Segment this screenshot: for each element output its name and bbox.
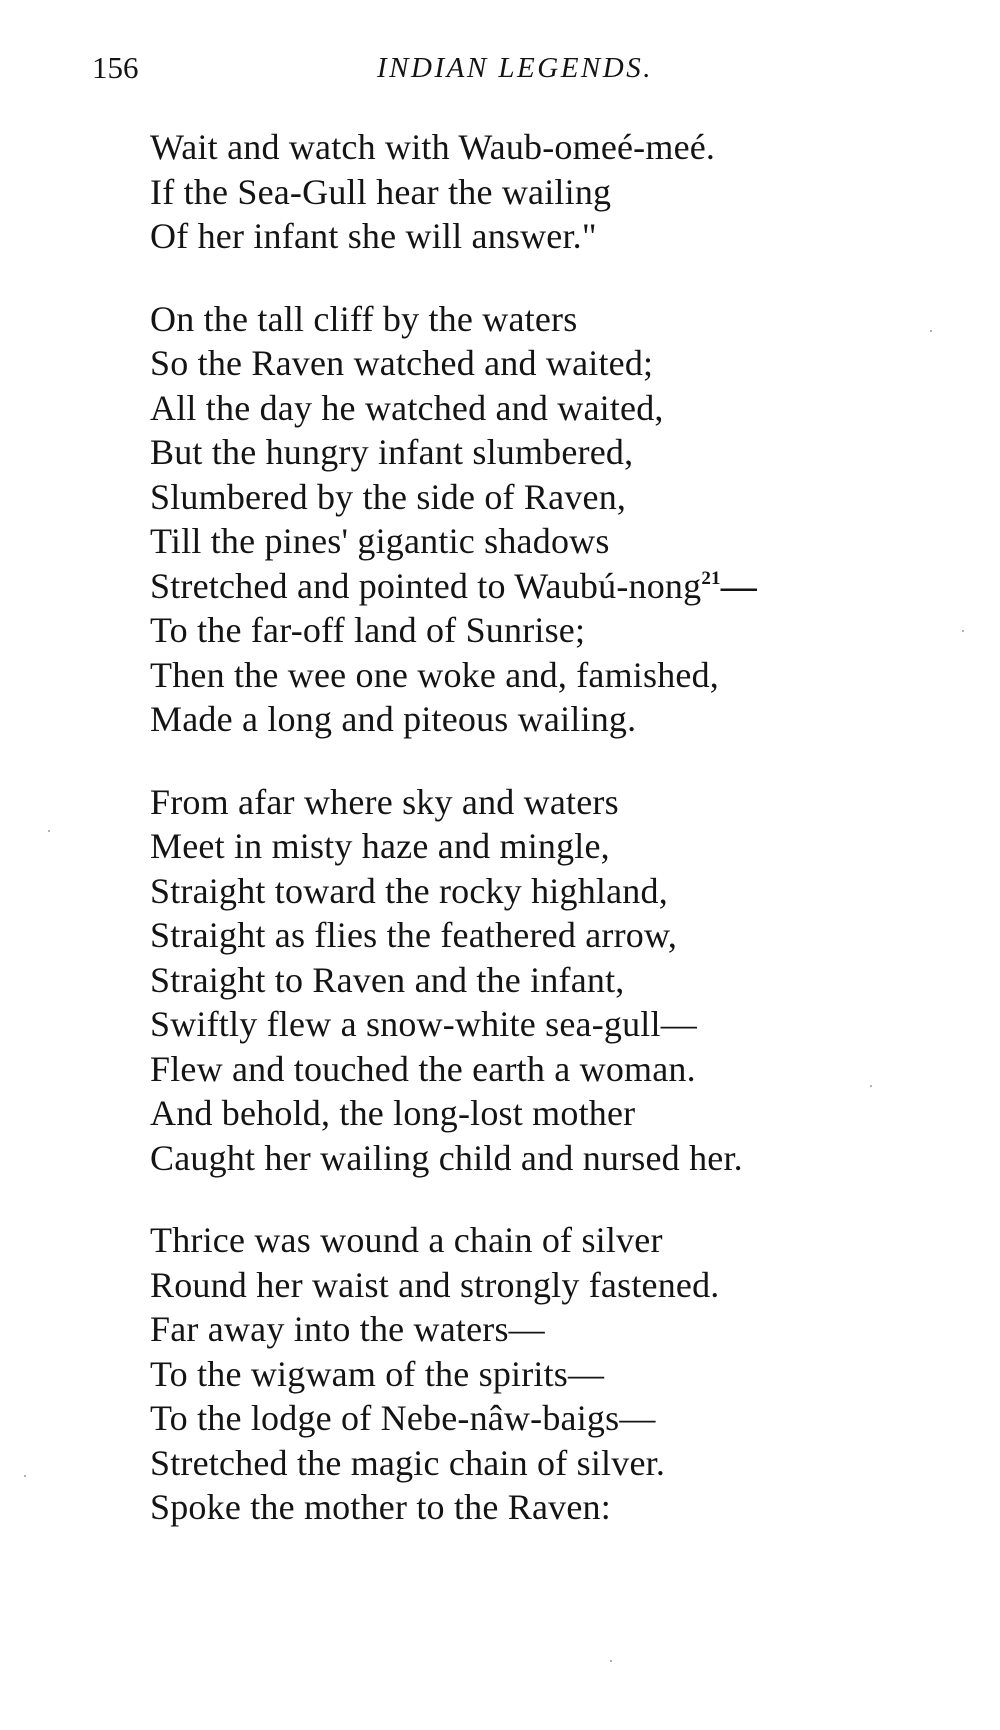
poem-line: From afar where sky and waters	[150, 781, 619, 822]
poem-line: But the hungry infant slumbered,	[150, 432, 634, 472]
poem-line: To the wigwam of the spirits—	[150, 1353, 605, 1394]
poem-line: Round her waist and strongly fastened.	[150, 1264, 720, 1305]
poem-line-text: Stretched and pointed to Waubú-nong	[150, 565, 702, 606]
poem-line: To the far-off land of Sunrise;	[150, 610, 586, 650]
poem-line: Stretched the magic chain of silver.	[150, 1442, 666, 1483]
poem-line-with-footnote	[150, 564, 930, 609]
poem-line: Wait and watch with Waub-omeé-meé.	[150, 127, 716, 167]
footnote-marker: 21	[701, 567, 721, 589]
poem-line: Far away into the waters—	[150, 1309, 545, 1349]
paper-speck	[930, 330, 932, 332]
poem-line: Caught her wailing child and nursed her.	[150, 1137, 743, 1178]
poem-line: If the Sea-Gull hear the wailing	[150, 171, 612, 212]
paper-speck	[610, 1660, 612, 1662]
paper-speck	[870, 1085, 872, 1087]
paper-speck	[48, 830, 50, 832]
poem-line: Straight toward the rocky highland,	[150, 870, 668, 911]
running-title: INDIAN LEGENDS.	[377, 52, 653, 84]
paper-speck	[962, 630, 964, 632]
poem-line: To the lodge of Nebe-nâw-baigs—	[150, 1398, 656, 1438]
poem-line: Flew and touched the earth a woman.	[150, 1048, 696, 1089]
poem-line: And behold, the long-lost mother	[150, 1093, 636, 1133]
poem-line: All the day he watched and waited,	[150, 387, 664, 428]
page-header	[92, 50, 712, 100]
poem-line: Spoke the mother to the Raven:	[150, 1487, 611, 1527]
poem-line: Swiftly flew a snow-white sea-gull—	[150, 1004, 697, 1044]
stanza-3	[150, 780, 930, 1181]
stanza-2	[150, 297, 930, 742]
poem-line: Slumbered by the side of Raven,	[150, 476, 627, 517]
stanza-4	[150, 1218, 930, 1530]
paper-speck	[24, 1475, 26, 1477]
poem-line: Of her infant she will answer."	[150, 216, 597, 256]
poem-line: Straight as flies the feathered arrow,	[150, 915, 678, 955]
poem-line: Made a long and piteous wailing.	[150, 699, 637, 739]
poem-line: Till the pines' gigantic shadows	[150, 521, 610, 561]
footnote-dash: —	[720, 565, 757, 606]
poem-line: Meet in misty haze and mingle,	[150, 826, 610, 866]
poem-line: Then the wee one woke and, famished,	[150, 654, 719, 695]
stanza-1	[150, 125, 930, 259]
poem-line: On the tall cliff by the waters	[150, 298, 578, 339]
page-number: 156	[92, 50, 139, 85]
poem-line: Thrice was wound a chain of silver	[150, 1220, 663, 1260]
poem-line: Straight to Raven and the infant,	[150, 959, 625, 1000]
poem-body	[150, 125, 930, 1530]
poem-line: So the Raven watched and waited;	[150, 343, 654, 383]
